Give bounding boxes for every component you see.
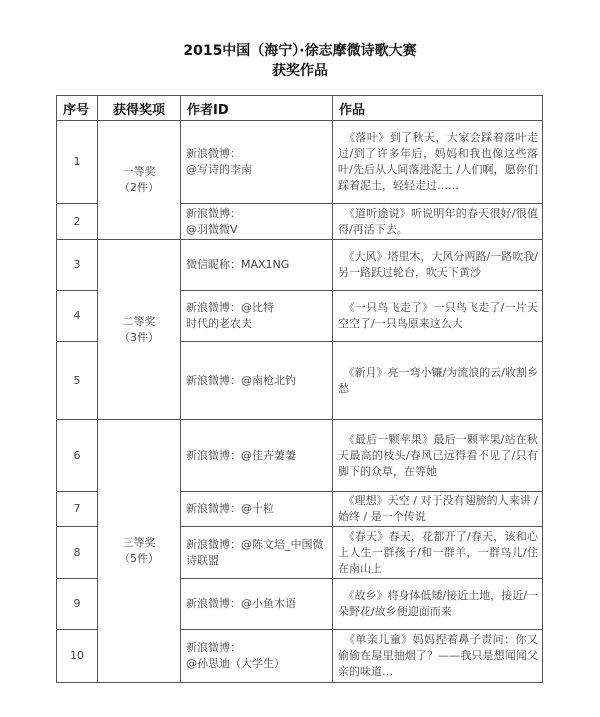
row-number: 9 xyxy=(57,579,98,630)
author-id xyxy=(181,420,333,492)
table-row xyxy=(57,420,543,492)
author-id xyxy=(181,579,333,630)
award-name: 三等奖 xyxy=(122,536,156,549)
author-id xyxy=(181,204,333,240)
author-id xyxy=(181,492,333,527)
award-count: （2件） xyxy=(119,181,159,194)
row-number: 7 xyxy=(57,492,98,527)
work-text: 《单亲儿童》妈妈捏着鼻子责问：你又偷偷在屋里抽烟了？——我只是想闻闻父亲的味道… xyxy=(333,630,543,683)
row-number: 3 xyxy=(57,240,98,291)
table-row xyxy=(57,121,543,204)
row-number: 4 xyxy=(57,291,98,342)
author-id-text: 新浪微博：@十粒 xyxy=(186,502,274,515)
author-id-text: 新浪微博：@比特 时代的老农夫 xyxy=(186,301,274,330)
author-id xyxy=(181,630,333,683)
work-text: 《落叶》到了秋天，大家会踩着落叶走过/到了许多年后，妈妈和我也像这些落叶/先后从人间落进泥土 /人们啊，愿你们踩着泥土，轻轻走过…… xyxy=(333,121,543,204)
document-title: 2015中国（海宁）·徐志摩微诗歌大赛 xyxy=(183,43,417,59)
author-id xyxy=(181,240,333,291)
award-cell-first xyxy=(98,121,181,240)
header-work: 作品 xyxy=(333,96,543,121)
author-id-text: 新浪微博： @羽微微V xyxy=(186,206,241,236)
author-id-text: 新浪微博：@小鱼木语 xyxy=(186,597,296,610)
row-number: 1 xyxy=(57,121,98,204)
author-id-text: 新浪微博： @写诗的李南 xyxy=(186,147,252,176)
award-count: （5件） xyxy=(119,552,159,565)
award-name: 二等奖 xyxy=(122,314,156,328)
work-text: 《新月》亮一弯小镰/为流浪的云/收割乡愁 xyxy=(333,342,543,420)
awards-table xyxy=(56,95,543,683)
award-cell-second xyxy=(98,240,181,420)
header-award: 获得奖项 xyxy=(98,96,181,121)
award-name: 一等奖 xyxy=(122,165,156,178)
work-text: 《道听途说》听说明年的春天很好/很值得/再活下去。 xyxy=(333,204,543,240)
author-id-text: 新浪微博：@南枪北钓 xyxy=(186,373,296,387)
work-text: 《大风》塔里木，大风分两路/一路吹我/另一路跃过轮台，吹天下黄沙 xyxy=(333,240,543,291)
author-id-text: 新浪微博：@陈文培_中国微诗联盟 xyxy=(186,537,324,567)
row-number: 6 xyxy=(57,420,98,492)
work-text: 《理想》天空 / 对于没有翅膀的人来讲 / 始终 / 是一个传说 xyxy=(333,492,543,527)
author-id-text: 微信昵称：MAX1NG xyxy=(186,258,290,271)
row-number: 5 xyxy=(57,342,98,420)
header-author-id: 作者ID xyxy=(181,96,333,121)
table-header-row xyxy=(57,96,543,121)
row-number: 10 xyxy=(57,630,98,683)
author-id xyxy=(181,291,333,342)
work-text: 《春天》春天，花都开了/春天，该和心上人生一群孩子/和一群羊，一群鸟儿/住在南山上 xyxy=(333,527,543,579)
award-count: （3件） xyxy=(119,330,159,344)
header-number: 序号 xyxy=(57,96,98,121)
author-id xyxy=(181,527,333,579)
row-number: 2 xyxy=(57,204,98,240)
author-id xyxy=(181,342,333,420)
document-subtitle: 获奖作品 xyxy=(272,63,328,79)
author-id-text: 新浪微博： @孙思迪（大学生） xyxy=(186,641,285,670)
author-id-text: 新浪微博：@佳卉萋萋 xyxy=(186,448,296,462)
table-row xyxy=(57,240,543,291)
author-id xyxy=(181,121,333,204)
work-text: 《最后一颗苹果》最后一颗苹果/站在秋天最高的枝头/春风已远得看不见了/只有脚下的众草，在等她 xyxy=(333,420,543,492)
work-text: 《故乡》将身体低矮/接近土地，接近/一朵野花/故乡便迎面而来 xyxy=(333,579,543,630)
award-cell-third xyxy=(98,420,181,683)
work-text: 《一只鸟飞走了》一只鸟飞走了/一片天空空了/一只鸟原来这么大 xyxy=(333,291,543,342)
row-number: 8 xyxy=(57,527,98,579)
